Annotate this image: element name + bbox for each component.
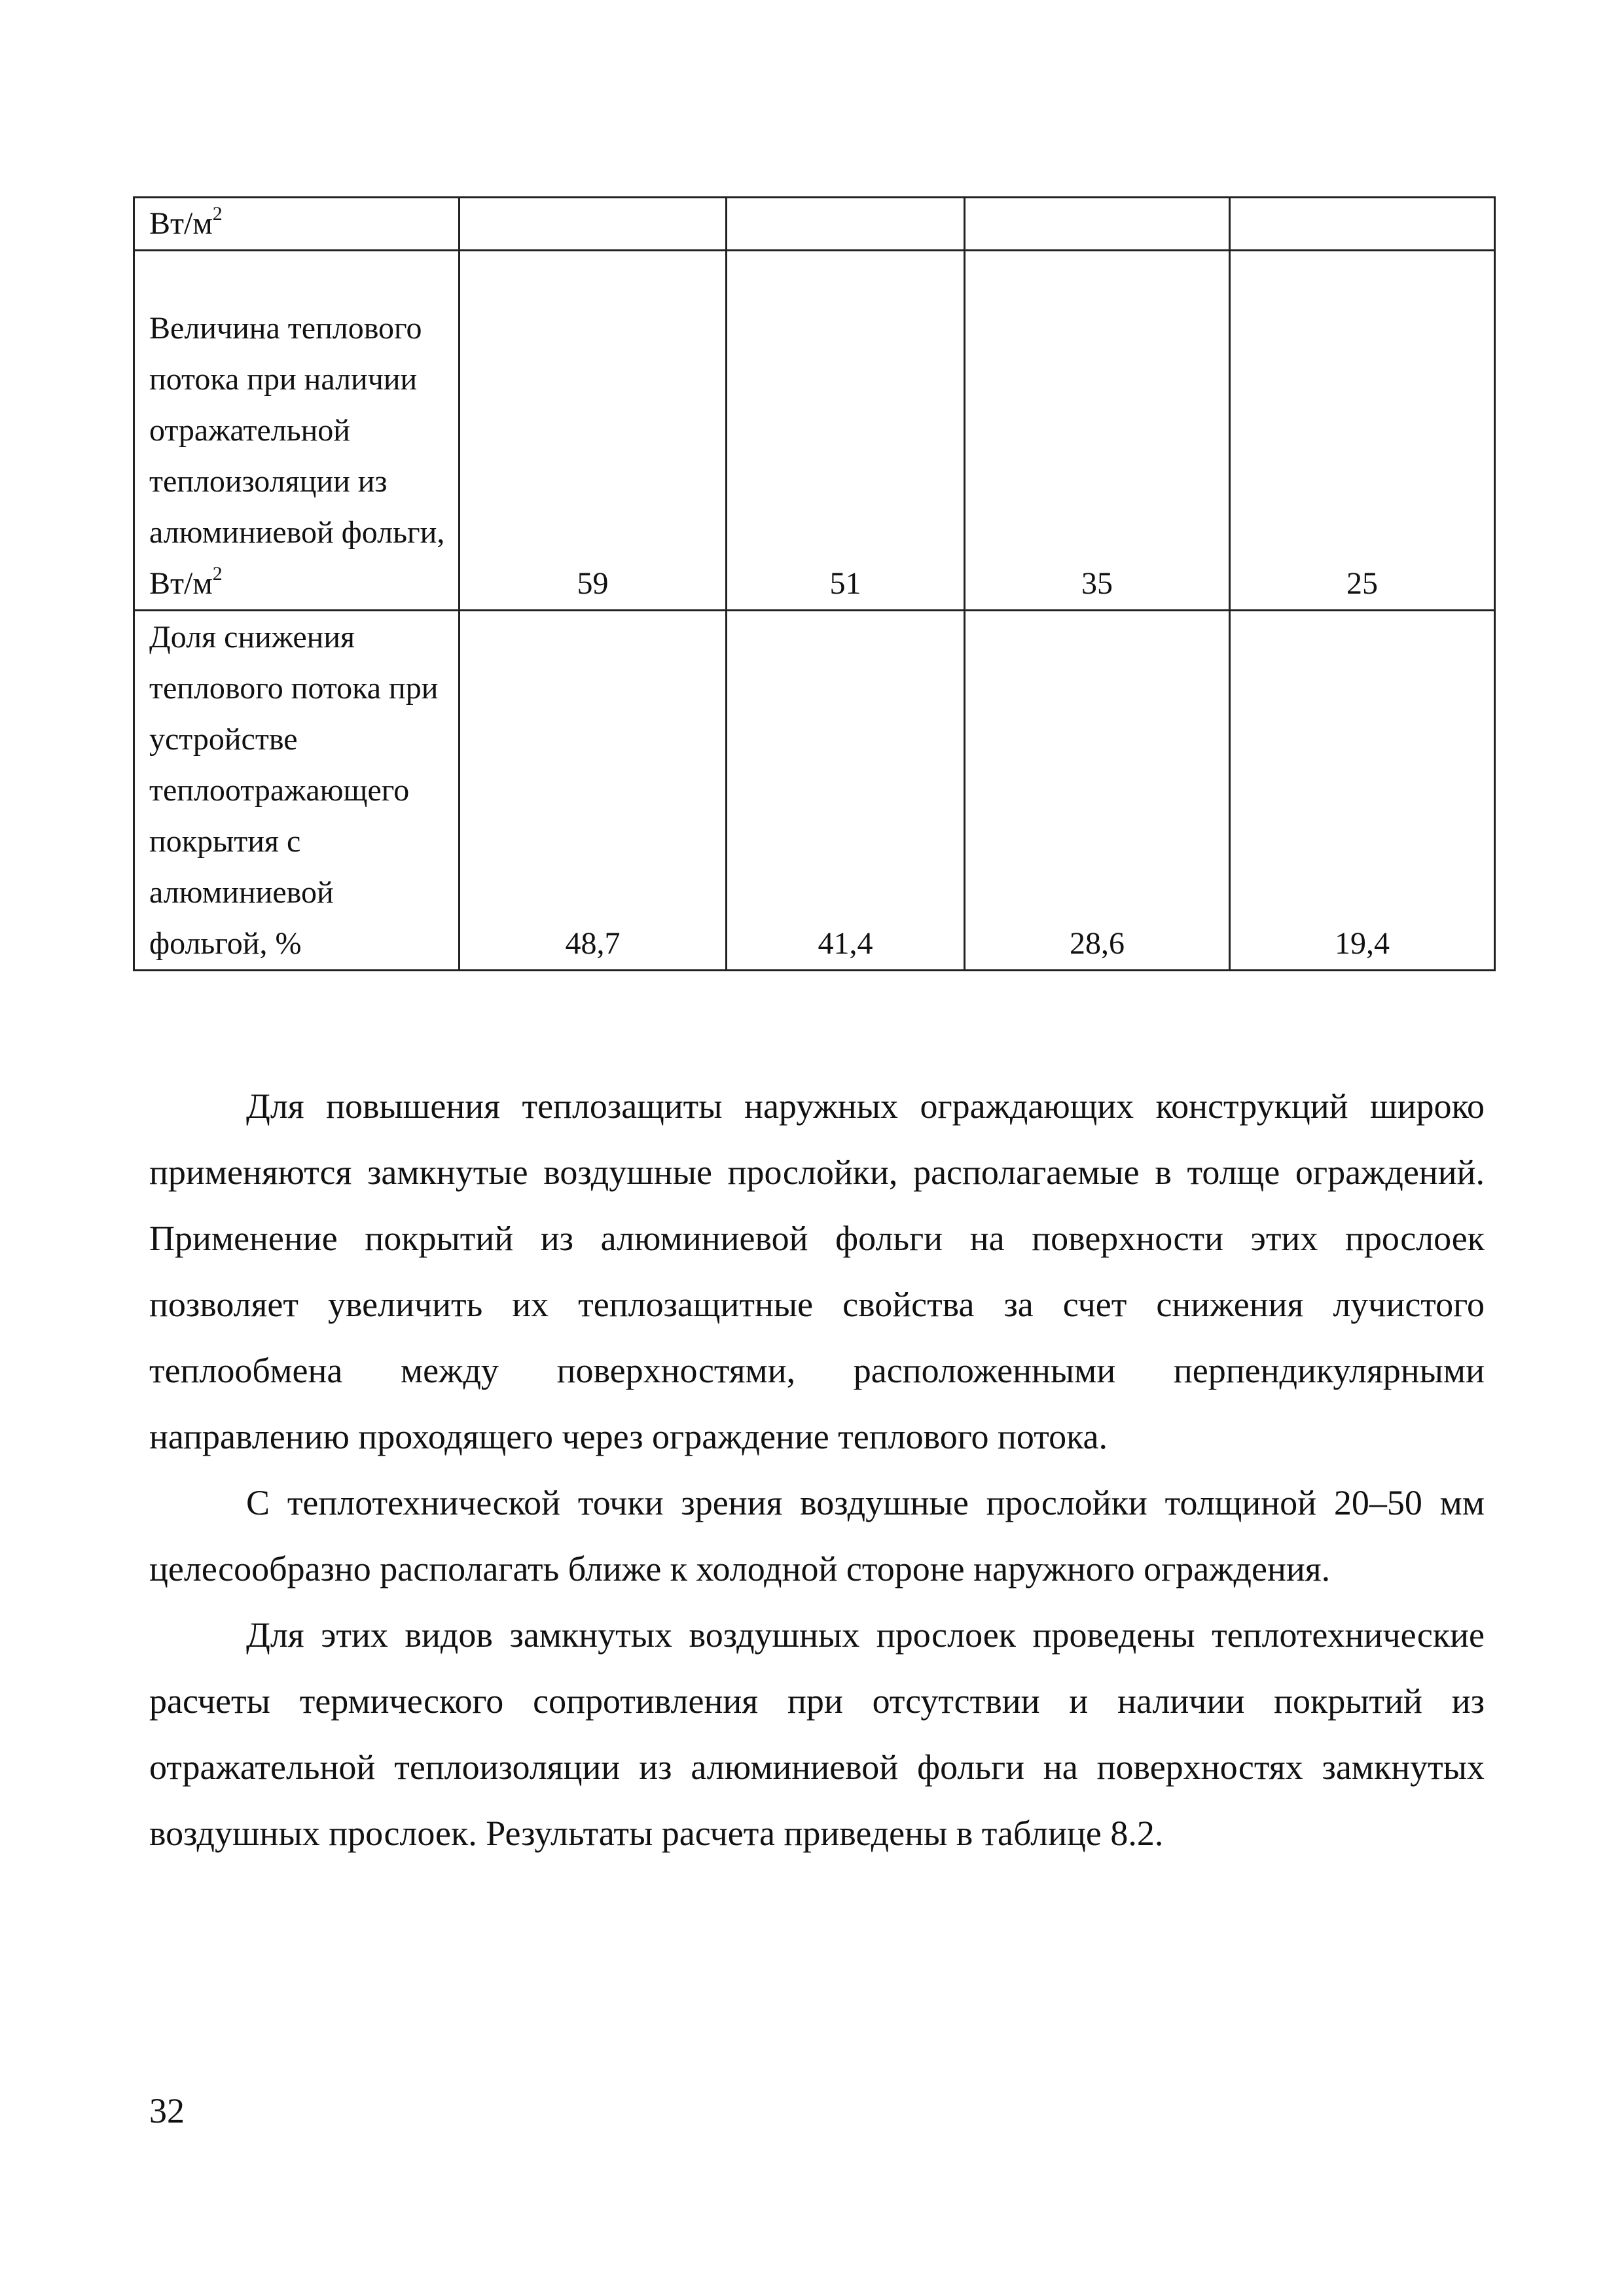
value-cell: 59 <box>460 251 727 611</box>
value-cell: 25 <box>1230 251 1495 611</box>
table-row <box>134 198 1495 251</box>
value-cell <box>727 198 965 251</box>
row-label-cell: $Вт/м^2$ <box>134 198 460 251</box>
value-cell: 48,7 <box>460 611 727 971</box>
page-number: 32 <box>149 2091 185 2130</box>
row-label-cell: Доля снижения теплового потока при устройстве теплоотражающего покрытия с алюминиевой фольгой, % <box>134 611 460 971</box>
body-text <box>149 1073 1485 1867</box>
value-cell: 35 <box>965 251 1230 611</box>
value-cell: 51 <box>727 251 965 611</box>
table-row <box>134 251 1495 611</box>
value-cell: 41,4 <box>727 611 965 971</box>
value-cell: 19,4 <box>1230 611 1495 971</box>
paragraph: С теплотехнической точки зрения воздушные прослойки толщиной 20–50 мм целесообразно располагать ближе к холодной стороне наружного ограждения. <box>149 1483 1485 1588</box>
value-cell <box>460 198 727 251</box>
paragraph: Для повышения теплозащиты наружных ограждающих конструкций широко применяются замкнутые воздушные прослойки, располагаемые в толще ограждений. Применение покрытий из алюминиевой фольги на поверхности этих прослоек позволяет увеличить их теплозащитные свойства за счет снижения лучистого теплообмена между поверхностями, расположенными перпендикулярными направлению проходящего через ограждение теплового потока. <box>149 1086 1485 1456</box>
value-cell <box>965 198 1230 251</box>
value-cell: 28,6 <box>965 611 1230 971</box>
row-label-cell: Величина теплового потока при наличии отражательной теплоизоляции из алюминиевой фольги, $Вт/м^2$ <box>134 251 460 611</box>
table-row <box>134 611 1495 971</box>
value-cell <box>1230 198 1495 251</box>
paragraph: Для этих видов замкнутых воздушных прослоек проведены теплотехнические расчеты термического сопротивления при отсутствии и наличии покрытий из отражательной теплоизоляции из алюминиевой фольги на поверхностях замкнутых воздушных прослоек. Результаты расчета приведены в таблице 8.2. <box>149 1615 1485 1853</box>
results-table <box>133 196 1496 971</box>
